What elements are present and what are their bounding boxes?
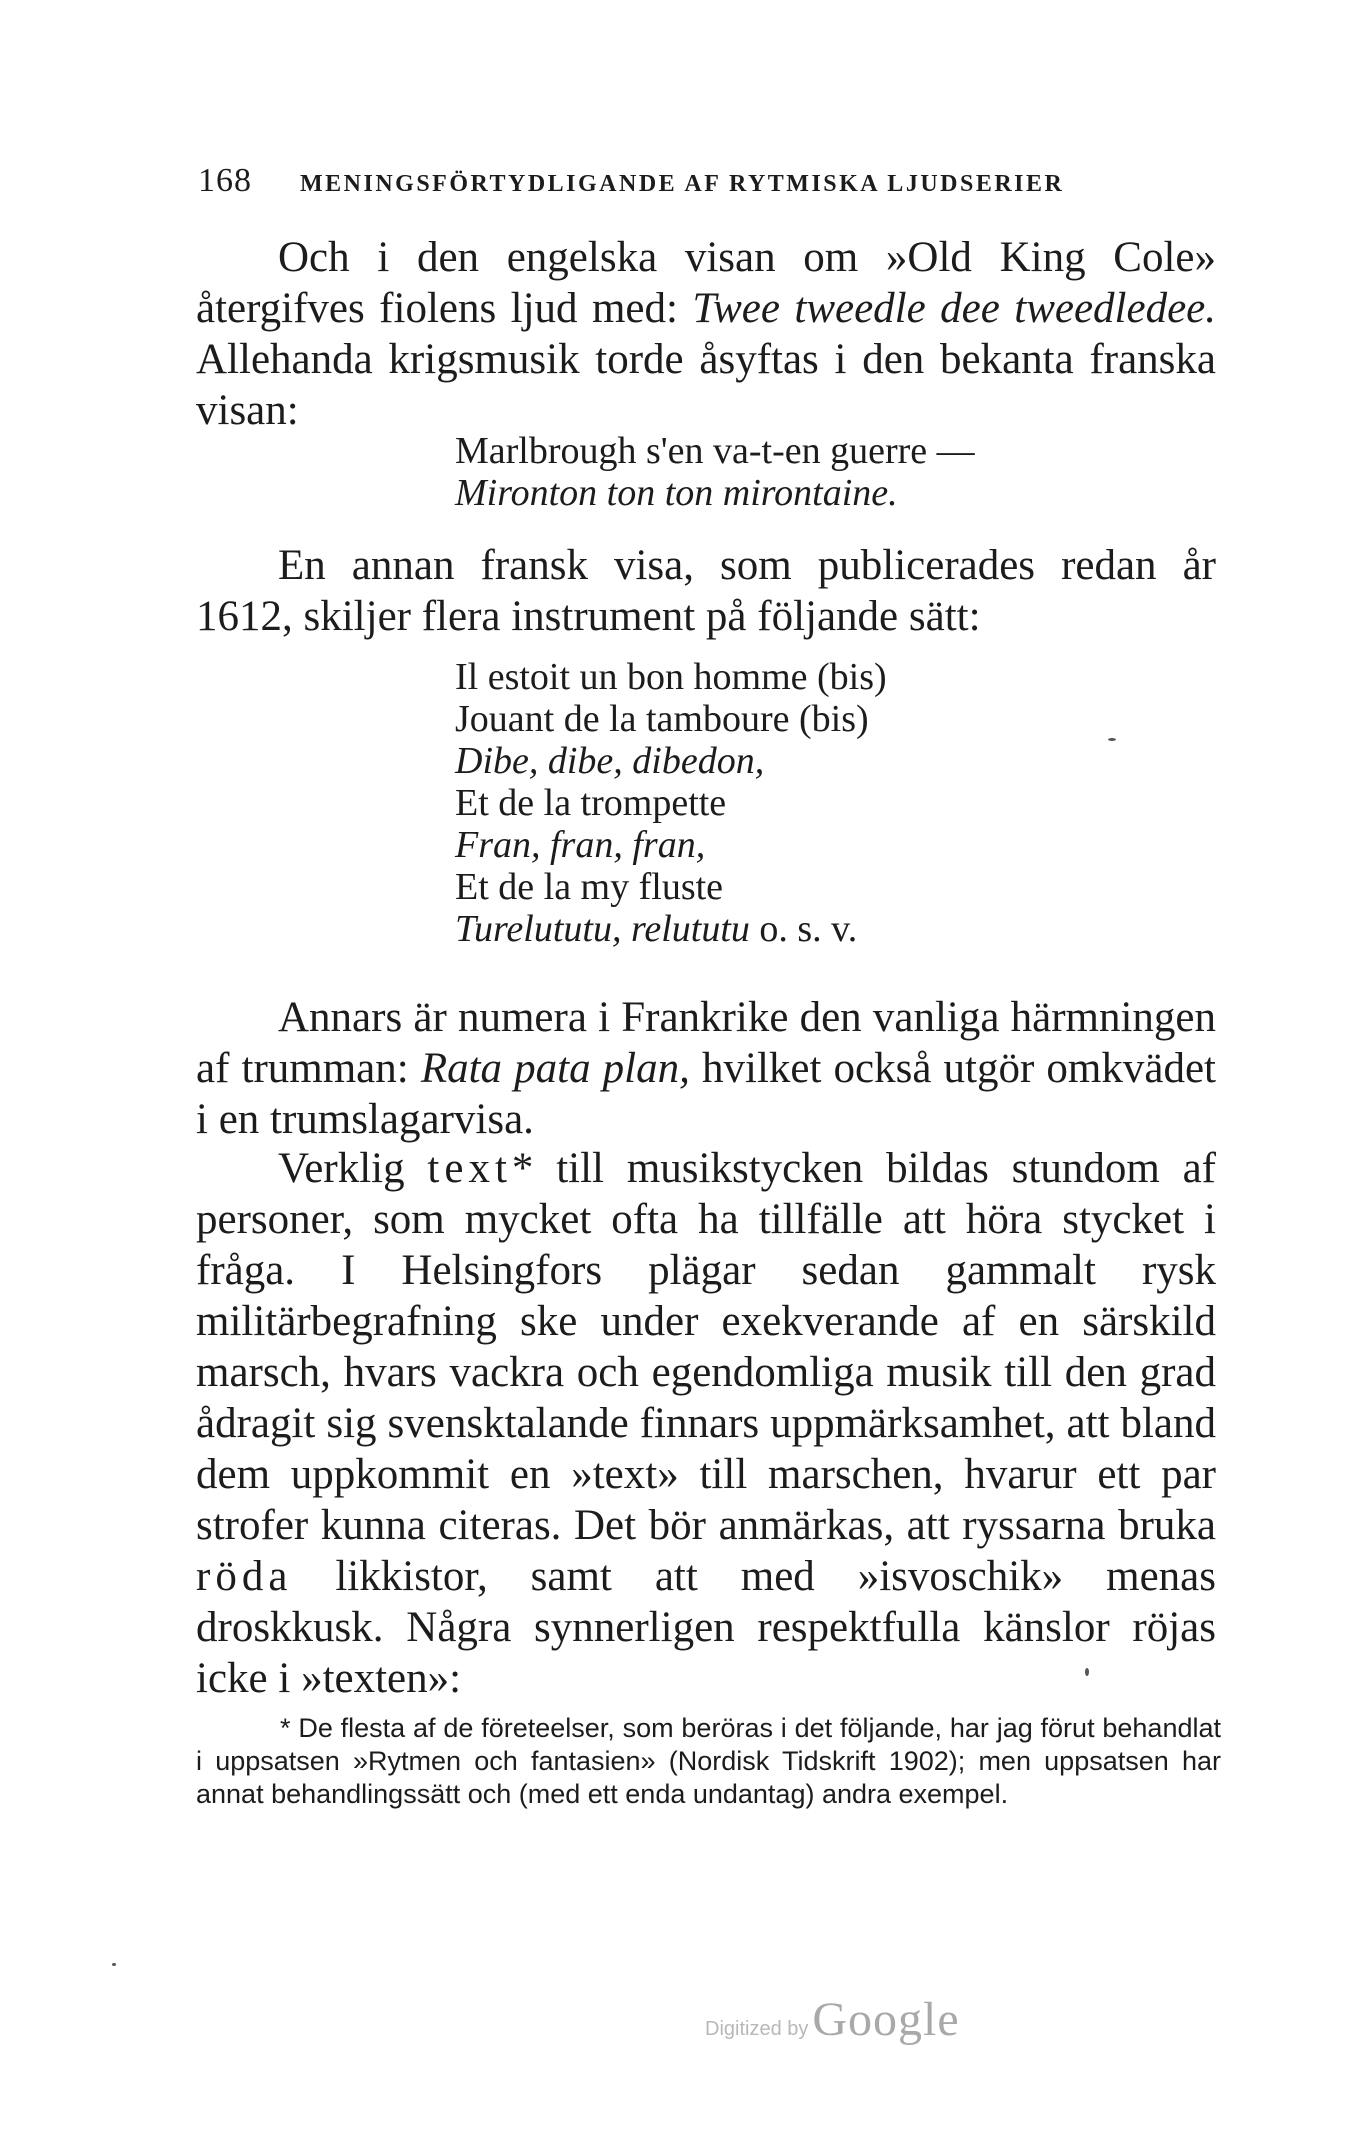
paragraph-old-king-cole: [196, 232, 1216, 436]
footnote-text: * De flesta af de företeelser, som beröras i det följande, har jag förut behandlat i uppsatsen »Rytmen och fantasien» (Nordisk Tidskrift 1902); men uppsatsen har annat behandlingssätt och (med ett enda undantag) andra exempel.: [196, 1713, 1221, 1809]
paragraph-text: * till musikstycken bildas stundom af personer, som mycket ofta ha tillfälle att höra stycket i fråga. I Helsingfors plägar sedan gammalt rysk militärbegrafning ske under exekverande af en särskild marsch, hvars vackra och egendomliga musik till den grad ådragit sig svensktalande finnars uppmärksamhet, att bland dem uppkommit en »text» till marschen, hvarur ett par strofer kunna citeras. Det bör anmärkas, att ryssarna bruka: [196, 1145, 1216, 1549]
paragraph-drum: [196, 992, 1216, 1145]
running-title: MENINGSFÖRTYDLIGANDE AF RYTMISKA LJUDSERIER: [300, 171, 1065, 197]
verse-line: Et de la trompette: [455, 782, 727, 824]
footnote: [196, 1712, 1221, 1811]
scan-speck: [1085, 1668, 1089, 1676]
paragraph-text: Annars är numera i Frankrike den vanliga härmningen af trumman:: [196, 994, 1216, 1092]
spaced-word: text: [427, 1145, 512, 1192]
paragraph-french-song: [196, 540, 1216, 642]
verse-line: Il estoit un bon homme (bis): [455, 656, 887, 698]
paragraph-text: Allehanda krigsmusik torde åsyftas i den bekanta franska visan:: [196, 336, 1216, 434]
italic-phrase: Twee tweedle dee tweedledee.: [692, 285, 1216, 332]
paragraph-text: En annan fransk visa, som publicerades redan år 1612, skiljer flera instrument på följande sätt:: [196, 542, 1216, 640]
google-logo: Google: [812, 1993, 960, 2046]
paragraph-text: Verklig: [278, 1145, 428, 1192]
page-header: [198, 162, 1158, 200]
scan-speck: [1108, 738, 1116, 741]
verse-etc: o. s. v.: [749, 908, 858, 950]
paragraph-text: Och i den engelska visan om »Old King Cole» återgifves fiolens ljud med:: [196, 234, 1216, 332]
verse-line: Fran, fran, fran,: [455, 824, 706, 866]
scan-speck: [112, 1963, 116, 1966]
verse-italic: Turelututu, relututu: [455, 908, 750, 950]
spaced-word: röda: [196, 1553, 293, 1600]
verse-line: [455, 908, 1155, 950]
paragraph-text-march: [196, 1143, 1216, 1704]
verse-line: Marlbrough s'en va-t-en guerre —: [455, 430, 975, 472]
verse-line: Jouant de la tamboure (bis): [455, 698, 869, 740]
digitized-label: Digitized by: [705, 2018, 809, 2040]
verse-line: Mironton ton ton mirontaine.: [455, 472, 898, 514]
verse-line: Et de la my fluste: [455, 866, 724, 908]
page-number: 168: [198, 162, 252, 199]
digitized-watermark: [705, 1992, 960, 2047]
paragraph-text: likkistor, samt att med »isvoschik» menas droskkusk. Några synnerligen respektfulla känslor röjas icke i »texten»:: [196, 1553, 1216, 1702]
verse-bon-homme: [455, 656, 1155, 950]
paragraph-text: hvilket också utgör omkvädet i en trumslagarvisa.: [196, 1045, 1216, 1143]
verse-marlbrough: [455, 430, 1155, 514]
italic-phrase: Rata pata plan,: [420, 1045, 690, 1092]
verse-line: Dibe, dibe, dibedon,: [455, 740, 765, 782]
